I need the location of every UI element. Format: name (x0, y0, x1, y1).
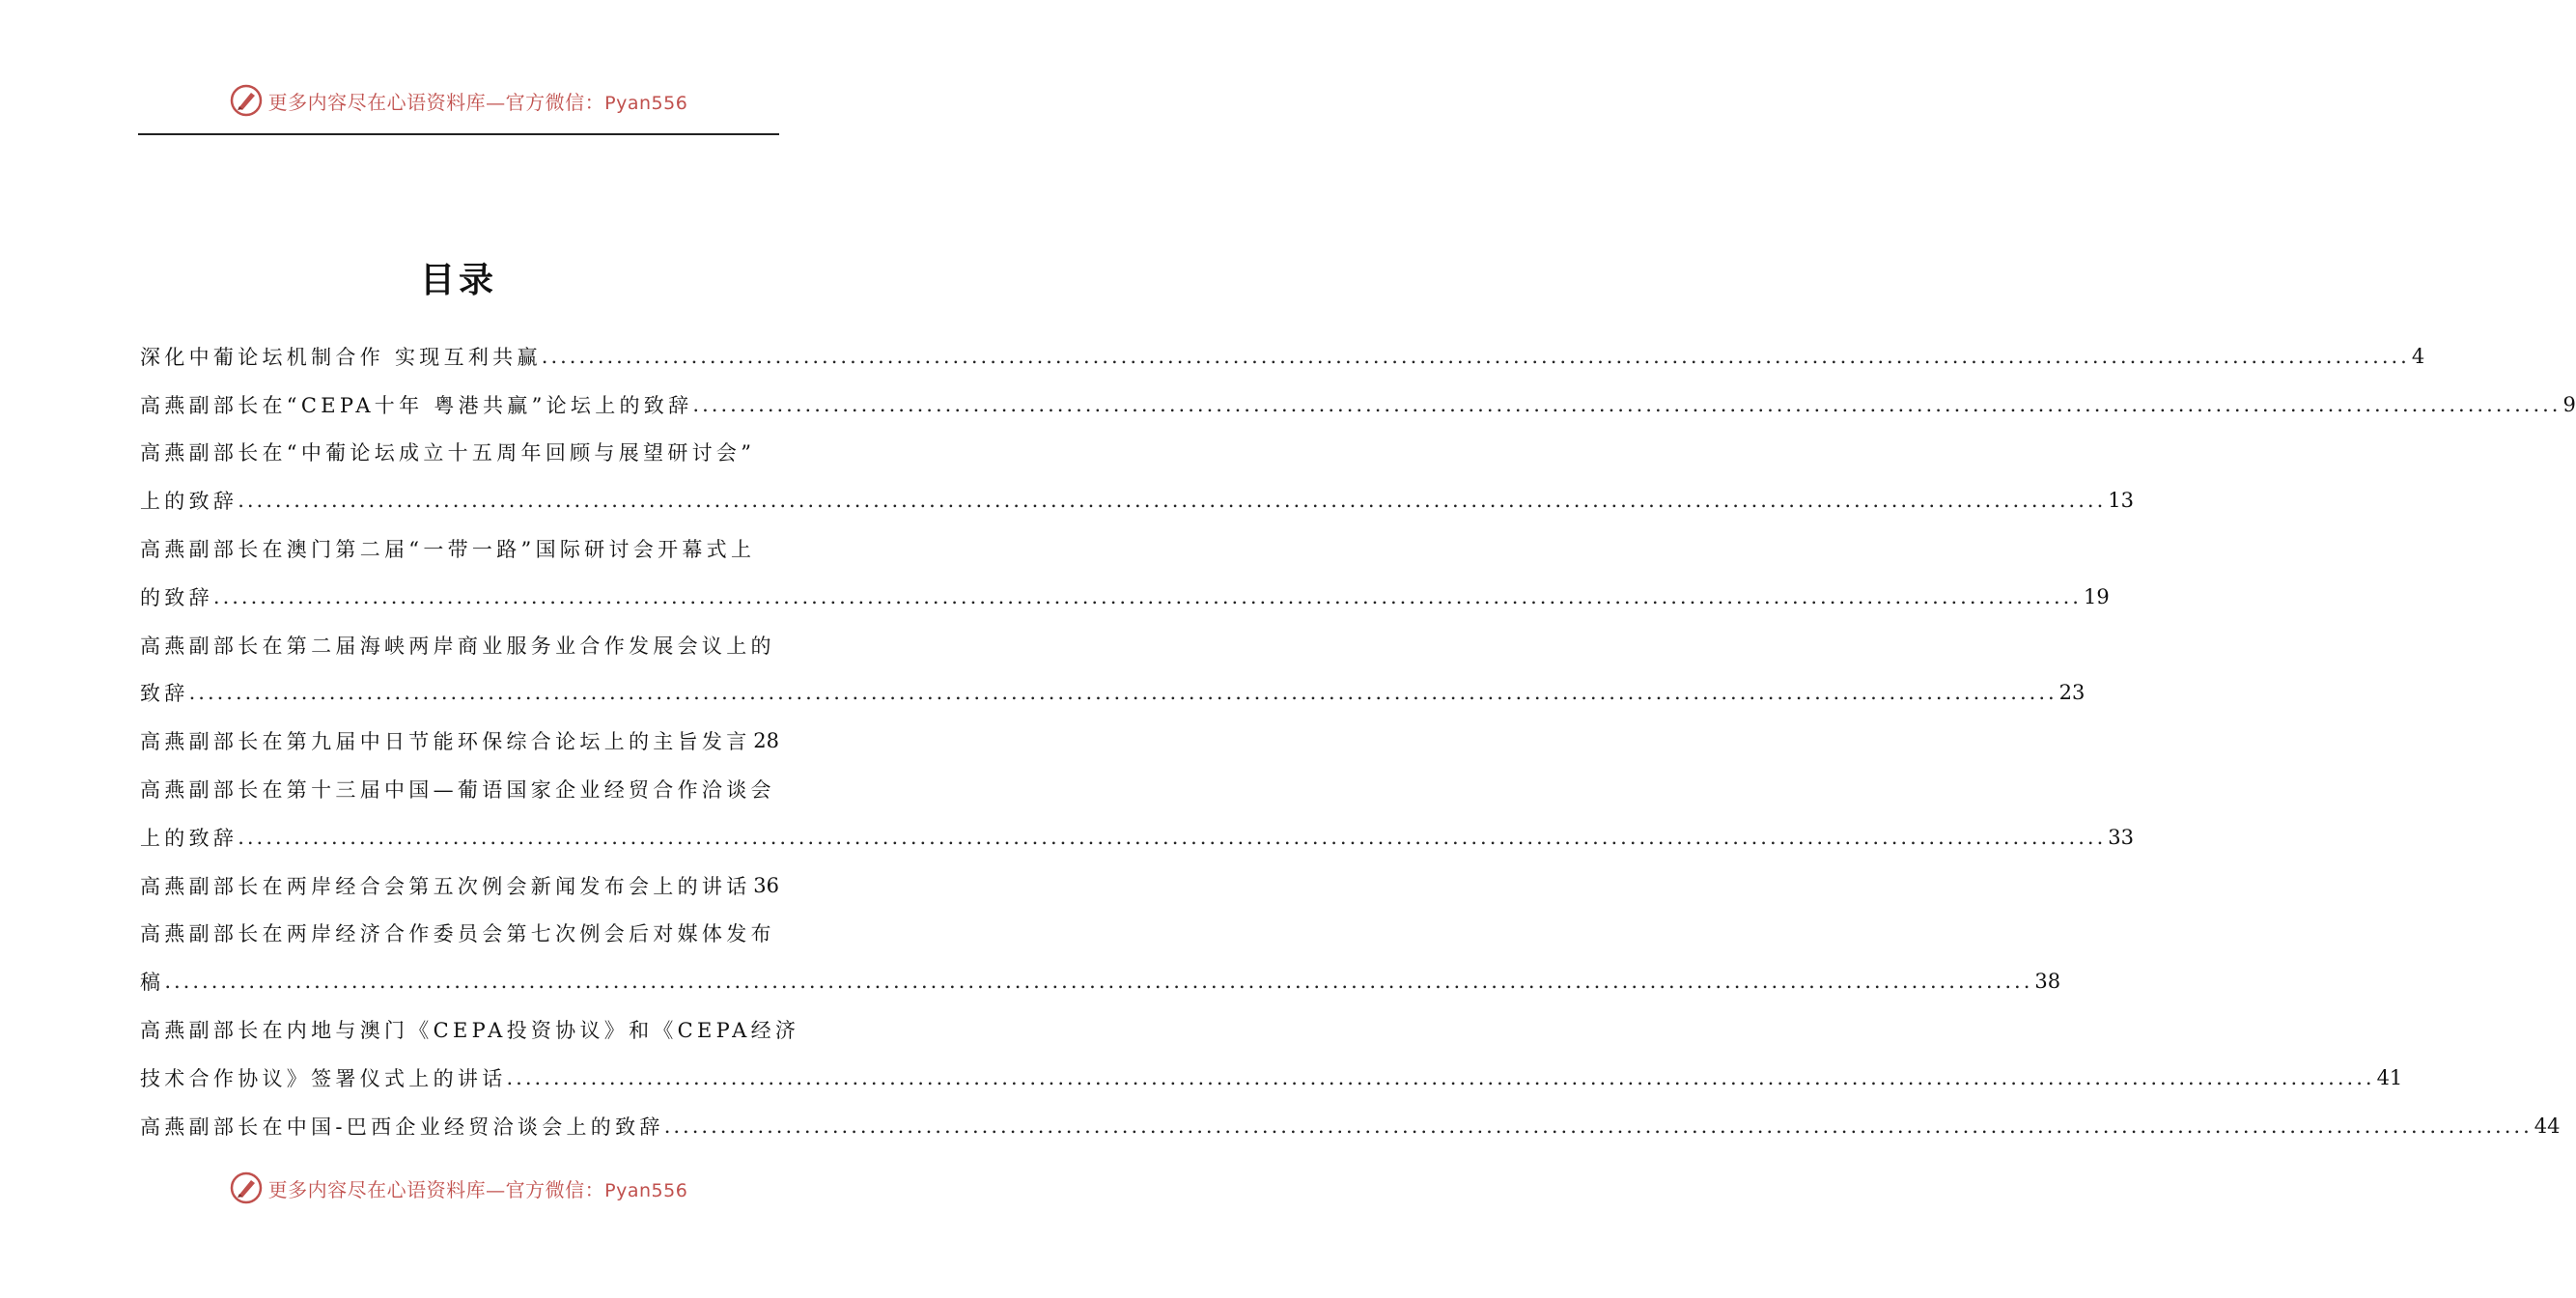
toc-leader-dots: ........................................................................................................................................................................................................ (506, 1065, 2375, 1089)
toc-entry-page: 41 (2376, 1065, 2403, 1089)
banner-text: 更多内容尽在心语资料库—官方微信：Pyan556 (267, 1177, 688, 1201)
toc-entry[interactable] (140, 813, 2134, 861)
toc-entry-page: 44 (2534, 1114, 2561, 1138)
toc-entry-title: 高燕副部长在第二届海峡两岸商业服务业合作发展会议上的 (140, 634, 775, 658)
toc-entry[interactable] (140, 476, 2134, 524)
toc-entry-title: 高燕副部长在两岸经合会第五次例会新闻发布会上的讲话 (140, 874, 751, 898)
toc-entry[interactable] (140, 861, 779, 910)
toc-entry-title: 稿 (140, 971, 165, 995)
toc-entry-title: 的致辞 (140, 585, 213, 609)
toc-leader-dots: ........................................................................................................................................................................................................ (188, 681, 2058, 705)
toc-entry-page: 33 (2108, 825, 2134, 849)
toc-entry-page: 19 (2083, 584, 2110, 608)
toc-entry[interactable] (140, 910, 779, 958)
toc-entry-title: 上的致辞 (140, 490, 238, 514)
toc-leader-dots: ........................................................................................................................................................................................................ (541, 344, 2410, 368)
table-of-contents (140, 332, 2576, 1150)
toc-entry[interactable] (140, 1054, 2403, 1102)
toc-entry-page: 23 (2058, 681, 2086, 705)
toc-entry[interactable] (140, 669, 2086, 718)
banner-text: 更多内容尽在心语资料库—官方微信：Pyan556 (267, 90, 688, 114)
toc-leader-dots: ........................................................................................................................................................................................................ (238, 489, 2107, 513)
toc-leader-dots: ........................................................................................................................................................................................................ (692, 392, 2562, 416)
toc-entry-title: 上的致辞 (140, 826, 238, 850)
pen-logo-icon (230, 1171, 263, 1204)
toc-entry[interactable] (140, 621, 779, 669)
toc-entry-title: 致辞 (140, 682, 189, 706)
toc-entry-title: 高燕副部长在澳门第二届“一带一路”国际研讨会开幕式上 (140, 538, 756, 562)
toc-entry-title: 高燕副部长在中国-巴西企业经贸洽谈会上的致辞 (140, 1115, 664, 1139)
footer-banner (0, 1169, 917, 1207)
toc-entry-page: 4 (2411, 344, 2425, 368)
toc-entry[interactable] (140, 717, 779, 765)
toc-entry[interactable] (140, 957, 2061, 1005)
toc-entry-title: 高燕副部长在第十三届中国—葡语国家企业经贸合作洽谈会 (140, 778, 775, 803)
toc-leader-dots: ........................................................................................................................................................................................................ (663, 1114, 2533, 1138)
toc-entry-title: 深化中葡论坛机制合作 实现互利共赢 (140, 345, 542, 369)
toc-entry[interactable] (140, 332, 2425, 381)
toc-entry[interactable] (140, 1005, 800, 1054)
toc-leader-dots: ........................................................................................................................................................................................................ (212, 584, 2082, 608)
toc-entry-page: 36 (753, 873, 779, 897)
toc-leader-dots: ........................................................................................................................................................................................................ (164, 970, 2033, 994)
toc-entry-title: 技术合作协议》签署仪式上的讲话 (140, 1066, 507, 1090)
toc-entry-page: 28 (753, 729, 779, 753)
toc-entry[interactable] (140, 765, 779, 813)
toc-leader-dots: ........................................................................................................................................................................................................ (238, 825, 2107, 849)
toc-entry[interactable] (140, 573, 2110, 621)
toc-entry-title: 高燕副部长在“中葡论坛成立十五周年回顾与展望研讨会” (140, 441, 756, 466)
toc-entry[interactable] (140, 381, 2576, 429)
toc-entry-title: 高燕副部长在第九届中日节能环保综合论坛上的主旨发言 (140, 730, 751, 754)
toc-entry-title: 高燕副部长在“CEPA十年 粤港共赢”论坛上的致辞 (140, 393, 693, 417)
toc-entry[interactable] (140, 1102, 2561, 1150)
toc-entry-page: 38 (2034, 970, 2061, 994)
page-title: 目录 (419, 260, 497, 300)
toc-entry-page: 13 (2108, 489, 2134, 513)
toc-entry-title: 高燕副部长在内地与澳门《CEPA投资协议》和《CEPA经济 (140, 1019, 800, 1043)
toc-entry-title: 高燕副部长在两岸经济合作委员会第七次例会后对媒体发布 (140, 922, 775, 946)
toc-entry-page: 9 (2562, 392, 2576, 416)
header-banner (0, 81, 917, 120)
toc-entry[interactable] (140, 524, 779, 573)
header-rule (138, 133, 779, 135)
pen-logo-icon (230, 84, 263, 117)
toc-entry[interactable] (140, 429, 779, 477)
